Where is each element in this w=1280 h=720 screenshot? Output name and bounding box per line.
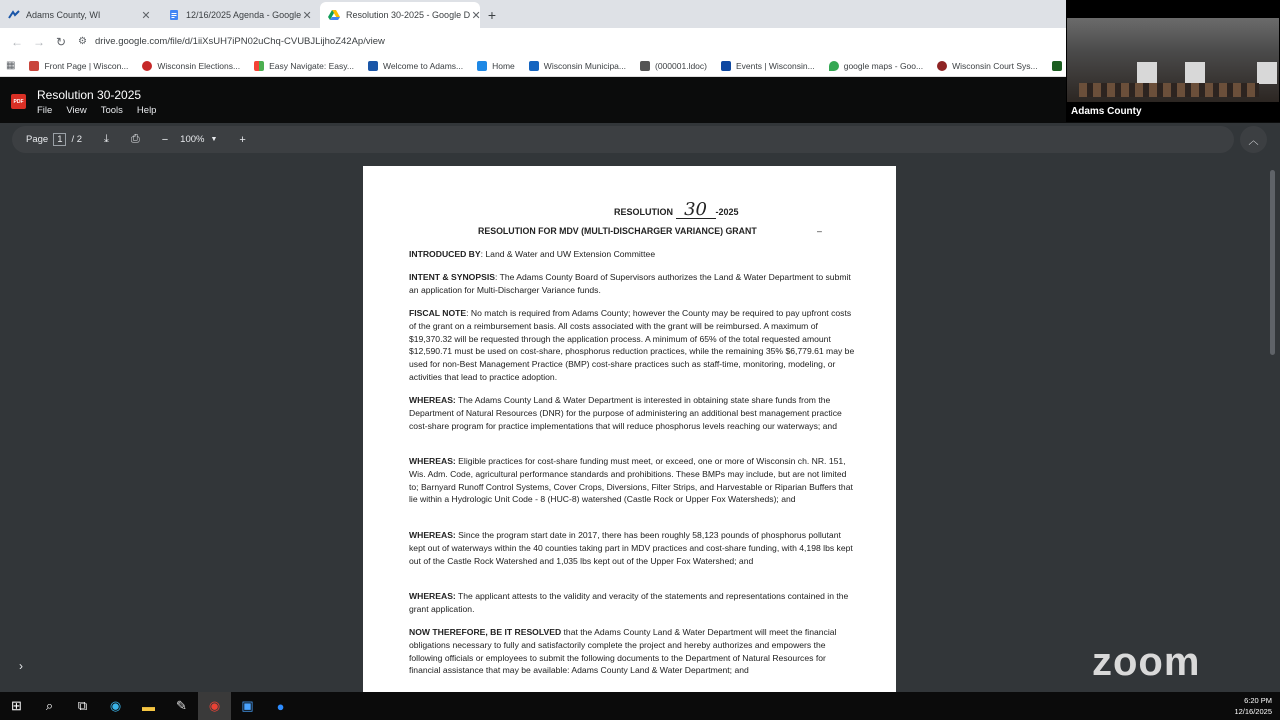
download-icon[interactable]: ⤓ — [104, 133, 109, 145]
election-icon — [1052, 61, 1062, 71]
introduced-by-paragraph: INTRODUCED BY: Land & Water and UW Extension Committee — [409, 249, 656, 259]
tab-agenda[interactable] — [160, 2, 320, 28]
page-scrollbar[interactable] — [1270, 170, 1275, 355]
bookmark-item[interactable]: Welcome to Adams... — [368, 61, 463, 71]
chevron-right-icon[interactable]: › — [19, 659, 23, 673]
clock-date: 12/16/2025 — [1234, 707, 1272, 716]
building-icon — [640, 61, 650, 71]
menu-tools[interactable]: Tools — [100, 105, 123, 116]
back-icon[interactable]: ← — [11, 34, 23, 49]
app-icon[interactable]: ✎ — [176, 698, 187, 713]
bookmark-item[interactable]: Events | Wisconsin... — [721, 61, 815, 71]
bookmark-item[interactable]: Wisconsin Court Sys... — [937, 61, 1038, 71]
app-window-icon[interactable]: ▣ — [241, 698, 254, 713]
google-docs-icon — [168, 9, 180, 21]
whereas-paragraph: WHEREAS: The Adams County Land & Water Department is interested in obtaining state share funds from the Department of Natural Resources (DNR) for the purpose of administering an additional best management practice cost-share program for practice implementations that will reduce phosphorus levels reaching our waterways; and — [409, 395, 842, 431]
audience — [1079, 83, 1259, 97]
zoom-dropdown-icon[interactable]: ▼ — [210, 136, 218, 143]
meeting-room-video — [1067, 18, 1279, 102]
feather-icon — [529, 61, 539, 71]
bookmark-item[interactable]: Wisconsin Elections... — [142, 61, 240, 71]
chrome-icon[interactable]: ◉ — [198, 692, 231, 720]
pdf-page — [363, 166, 896, 693]
zoom-app-icon[interactable]: ● — [276, 698, 285, 714]
search-icon[interactable]: ⌕ — [45, 698, 54, 713]
whereas-paragraph: WHEREAS: The applicant attests to the validity and veracity of the statements and representations contained in the grant application. — [409, 591, 849, 614]
site-info-icon[interactable]: ⚙ — [78, 36, 87, 47]
bookmark-item[interactable]: google maps - Goo... — [829, 61, 923, 71]
projector-screen — [1185, 62, 1205, 84]
bookmark-item[interactable]: Home — [477, 61, 515, 71]
task-view-icon[interactable]: ⧉ — [77, 698, 88, 713]
page-label: Page — [26, 134, 49, 145]
menu-file[interactable]: File — [37, 105, 53, 116]
handwritten-number: 30 — [676, 202, 716, 219]
tab-resolution[interactable] — [320, 2, 480, 28]
projector-screen — [1257, 62, 1277, 84]
adams-logo-icon — [368, 61, 378, 71]
tab-adams-county[interactable] — [0, 2, 160, 28]
edge-icon[interactable]: ◉ — [109, 698, 122, 713]
file-explorer-icon[interactable]: ▬ — [142, 698, 155, 714]
address-bar[interactable] — [78, 32, 1060, 52]
tab-title: 12/16/2025 Agenda - Google — [186, 10, 302, 20]
map-pin-icon — [829, 61, 839, 71]
bookmark-item[interactable]: Wisconsin Municipa... — [529, 61, 626, 71]
google-drive-icon — [328, 9, 340, 21]
bookmark-item[interactable]: Front Page | Wiscon... — [29, 61, 128, 71]
zoom-video-tile[interactable] — [1066, 0, 1280, 122]
page-number-input[interactable]: 1 — [53, 133, 66, 146]
new-tab-button[interactable]: + — [487, 7, 497, 23]
windows-start-icon[interactable]: ⊞ — [11, 698, 22, 713]
vote-icon — [142, 61, 152, 71]
zoom-level[interactable]: 100% — [180, 134, 205, 145]
resolution-heading: RESOLUTION 30 -2025 — [614, 199, 739, 220]
reload-icon[interactable]: ↻ — [55, 34, 67, 49]
menu-view[interactable]: View — [66, 105, 87, 116]
resolved-paragraph: NOW THEREFORE, BE IT RESOLVED that the Adams County Land & Water Department will meet the financial obligations necessary to fully and satisfactorily complete the project and hereby authorizes and empowers the following officials or employees to submit the following documents to the Department of Natural Resources for financial assistance that may be available: Adams County Land & Water Department; and — [409, 627, 837, 676]
pdf-toolbar — [12, 126, 1234, 153]
close-tab-icon[interactable]: ✕ — [141, 9, 151, 22]
bookmark-item[interactable]: (000001.ldoc) — [640, 61, 707, 71]
forward-icon[interactable]: → — [33, 34, 45, 49]
browser-toolbar — [0, 28, 1066, 55]
whereas-paragraph: WHEREAS: Since the program start date in 2017, there has been roughly 58,123 pounds of phosphorus pollutant kept out of waterways within the 40 counties taking part in MDV practices and cost-share funding, with 4,198 lbs kept out of the Castle Rock Watershed and 1,035 lbs kept out of the Upper Fox Watershed; and — [409, 530, 853, 566]
zoom-logo: zoom — [1092, 640, 1201, 684]
zoom-in-icon[interactable]: + — [239, 133, 246, 146]
apps-grid-icon[interactable]: ▦ — [6, 60, 16, 71]
close-tab-icon[interactable]: ✕ — [471, 9, 481, 22]
clock-time: 6:20 PM — [1244, 696, 1272, 705]
viewer-menu — [37, 105, 156, 116]
browser-tab-strip — [0, 0, 1066, 28]
print-icon[interactable]: ⎙ — [130, 133, 140, 145]
document-title: Resolution 30-2025 — [37, 88, 142, 102]
windows-taskbar — [0, 692, 1280, 720]
projector-screen — [1137, 62, 1157, 84]
system-clock[interactable] — [1234, 695, 1272, 717]
whereas-paragraph: WHEREAS: Eligible practices for cost-share funding must meet, or exceed, one or more of Wisconsin ch. NR. 151, Wis. Adm. Code, agricultural performance standards and prohibitions. These BMPs may include, but are not limited to; Barnyard Runoff Control Systems, Cover Crops, Diversions, Filter Strips, and Harvestable or Riparian Buffers that lie within a Hydrologic Unit Code - 8 (HUC-8) watershed (Castle Rock or Upper Fox Watersheds); and — [409, 456, 853, 505]
adams-county-favicon-icon — [8, 9, 20, 21]
page-total: / 2 — [71, 134, 83, 145]
checkmark-icon — [477, 61, 487, 71]
participant-name: Adams County — [1071, 106, 1142, 117]
menu-help[interactable]: Help — [136, 105, 157, 116]
chevron-up-icon[interactable]: ︿ — [1240, 126, 1267, 153]
fiscal-note-paragraph: FISCAL NOTE: No match is required from Adams County; however the County may be required to pay upfront costs of the grant on a reimbursement basis. All costs associated with the grant will be reimbursed. A maximum of $19,370.32 will be requested through the application process. A minimum of 65% of the total requested amount $12,590.71 must be used on cost-share, phosphorus reduction practices, while the remaining 35% $6,779.61 may be used for non-Best Management Practice (BMP) cost-share practices such as staff-time, monitoring, modeling, or activities that lead to practice adoption. — [409, 308, 855, 382]
wca-icon — [721, 61, 731, 71]
bookmark-item[interactable]: Easy Navigate: Easy... — [254, 61, 354, 71]
tab-title: Resolution 30-2025 - Google D — [346, 10, 471, 20]
bookmarks-bar — [0, 55, 1066, 77]
house-icon — [29, 61, 39, 71]
resolution-subtitle: RESOLUTION FOR MDV (MULTI-DISCHARGER VARIANCE) GRANT — [478, 226, 757, 236]
url-text: drive.google.com/file/d/1iiXsUH7iPN02uChq-CVUBJLijhoZ42Ap/view — [94, 36, 385, 47]
pdf-file-icon: PDF — [11, 94, 26, 109]
court-seal-icon — [937, 61, 947, 71]
grid-icon — [254, 61, 264, 71]
dash-mark: – — [817, 226, 822, 236]
zoom-out-icon[interactable]: − — [161, 133, 169, 146]
intent-paragraph: INTENT & SYNOPSIS: The Adams County Board of Supervisors authorizes the Land & Water Department to submit an application for Multi-Discharger Variance funds. — [409, 272, 851, 295]
close-tab-icon[interactable]: ✕ — [302, 9, 312, 22]
tab-title: Adams County, WI — [26, 10, 101, 20]
